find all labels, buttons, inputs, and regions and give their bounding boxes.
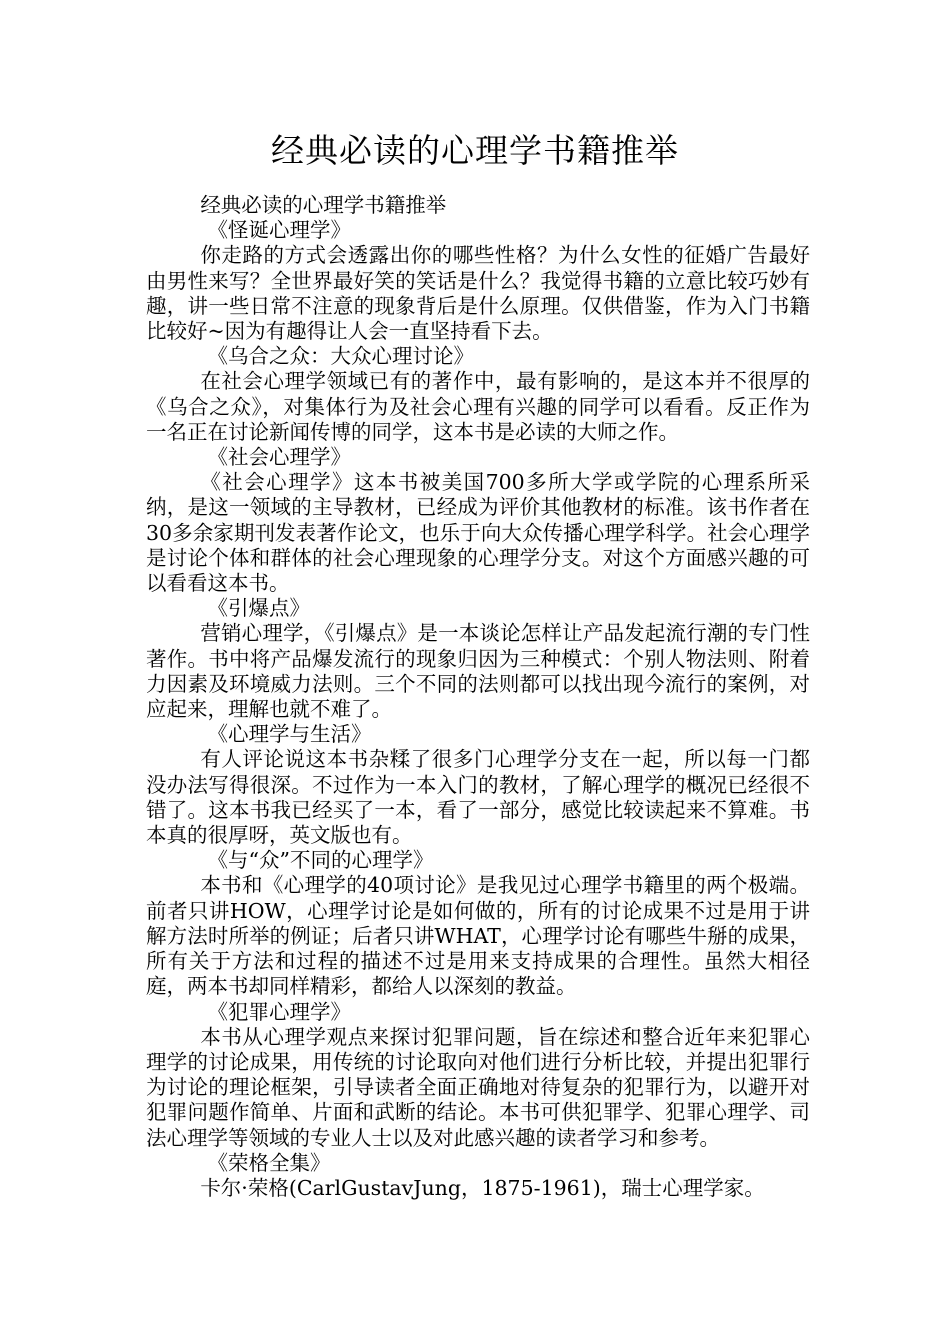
document-title: 经典必读的心理学书籍推举 bbox=[271, 131, 679, 170]
book-heading: 《犯罪心理学》 bbox=[207, 999, 351, 1024]
body-paragraph: 营销心理学，《引爆点》是一本谈论怎样让产品发起流行潮的专门性著作。书中将产品爆发流行的现象归因为三种模式：个别人物法则、附着力因素及环境威力法则。三个不同的法则都可以找出现今流行的案例，对应起来，理解也就不难了。 bbox=[146, 621, 810, 722]
book-heading: 《与“众”不同的心理学》 bbox=[207, 848, 434, 873]
book-heading: 《社会心理学》 bbox=[207, 445, 351, 470]
body-paragraph: 在社会心理学领域已有的著作中，最有影响的，是这本并不很厚的《乌合之众》，对集体行为及社会心理有兴趣的同学可以看看。反正作为一名正在讨论新闻传博的同学，这本书是必读的大师之作。 bbox=[146, 369, 810, 444]
book-heading: 《心理学与生活》 bbox=[207, 722, 372, 747]
body-paragraph: 卡尔·荣格(CarlGustavJung，1875-1961)，瑞士心理学家。 bbox=[200, 1175, 765, 1200]
body-paragraph: 你走路的方式会透露出你的哪些性格？为什么女性的征婚广告最好由男性来写？全世界最好笑的笑话是什么？我觉得书籍的立意比较巧妙有趣，讲一些日常不注意的现象背后是什么原理。仅供借鉴，作为入门书籍比较好~因为有趣得让人会一直坚持看下去。 bbox=[146, 243, 810, 344]
document-body bbox=[146, 193, 810, 1201]
book-heading: 《怪诞心理学》 bbox=[207, 218, 351, 243]
book-heading: 《乌合之众：大众心理讨论》 bbox=[207, 344, 474, 369]
body-paragraph: 经典必读的心理学书籍推举 bbox=[200, 193, 447, 217]
body-paragraph: 有人评论说这本书杂糅了很多门心理学分支在一起，所以每一门都没办法写得很深。不过作为一本入门的教材，了解心理学的概况已经很不错了。这本书我已经买了一本，看了一部分，感觉比较读起来不算难。书本真的很厚呀，英文版也有。 bbox=[146, 747, 810, 848]
body-paragraph: 本书从心理学观点来探讨犯罪问题，旨在综述和整合近年来犯罪心理学的讨论成果，用传统的讨论取向对他们进行分析比较，并提出犯罪行为讨论的理论框架，引导读者全面正确地对待复杂的犯罪行为，以避开对犯罪问题作简单、片面和武断的结论。本书可供犯罪学、犯罪心理学、司法心理学等领域的专业人士以及对此感兴趣的读者学习和参考。 bbox=[146, 1024, 810, 1150]
body-paragraph: 本书和《心理学的40项讨论》是我见过心理学书籍里的两个极端。前者只讲HOW，心理学讨论是如何做的，所有的讨论成果不过是用于讲解方法时所举的例证；后者只讲WHAT，心理学讨论有哪些牛掰的成果，所有关于方法和过程的描述不过是用来支持成果的合理性。虽然大相径庭，两本书却同样精彩，都给人以深刻的教益。 bbox=[146, 873, 810, 999]
body-paragraph: 《社会心理学》这本书被美国700多所大学或学院的心理系所采纳，是这一领域的主导教材，已经成为评价其他教材的标准。该书作者在30多余家期刊发表著作论文，也乐于向大众传播心理学科学。社会心理学是讨论个体和群体的社会心理现象的心理学分支。对这个方面感兴趣的可以看看这本书。 bbox=[146, 470, 810, 596]
book-heading: 《引爆点》 bbox=[207, 596, 310, 621]
book-heading: 《荣格全集》 bbox=[207, 1150, 331, 1175]
